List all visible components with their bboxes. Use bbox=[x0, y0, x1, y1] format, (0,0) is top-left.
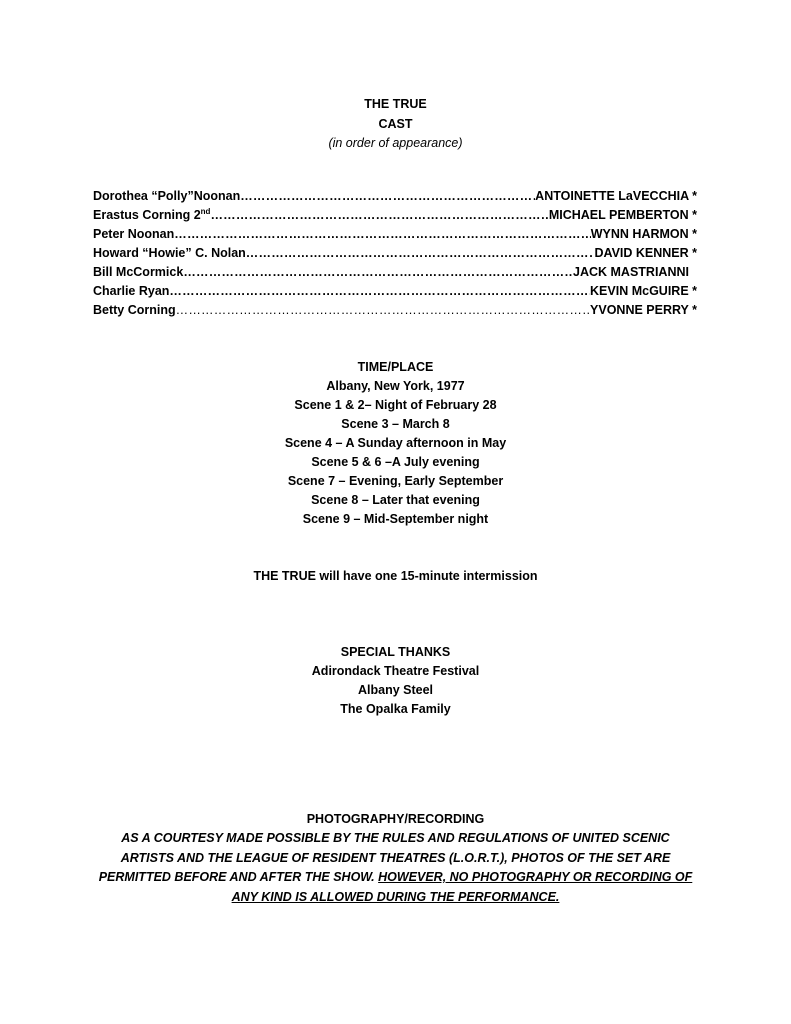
special-thanks-heading: SPECIAL THANKS bbox=[340, 645, 451, 659]
thanks-line: The Opalka Family bbox=[340, 702, 451, 716]
time-place-heading: TIME/PLACE bbox=[357, 360, 434, 374]
photography-section bbox=[0, 810, 791, 907]
cast-row bbox=[93, 187, 697, 206]
cast-actor: MICHAEL PEMBERTON * bbox=[548, 208, 697, 222]
time-place-line: Albany, New York, 1977 bbox=[326, 379, 465, 393]
cast-row bbox=[93, 301, 697, 320]
time-place-line: Scene 7 – Evening, Early September bbox=[287, 474, 504, 488]
cast-role: Peter Noonan bbox=[93, 227, 175, 241]
cast-role: Dorothea “Polly”Noonan bbox=[93, 189, 241, 203]
play-title: THE TRUE bbox=[364, 97, 427, 111]
cast-row bbox=[93, 206, 697, 225]
leader-dots bbox=[169, 282, 590, 301]
leader-dots bbox=[240, 187, 535, 206]
cast-subtitle: (in order of appearance) bbox=[328, 136, 463, 150]
cast-actor: WYNN HARMON * bbox=[590, 227, 697, 241]
intermission-note: THE TRUE will have one 15-minute intermission bbox=[253, 569, 538, 583]
cast-row bbox=[93, 263, 697, 282]
cast-actor: JACK MASTRIANNI bbox=[573, 265, 689, 279]
leader-dots bbox=[176, 301, 590, 320]
thanks-line: Adirondack Theatre Festival bbox=[311, 664, 480, 678]
cast-role: Howard “Howie” C. Nolan bbox=[93, 246, 246, 260]
time-place-line: Scene 8 – Later that evening bbox=[311, 493, 480, 507]
time-place-line: Scene 9 – Mid-September night bbox=[302, 512, 489, 526]
leader-dots bbox=[246, 244, 595, 263]
cast-role: Charlie Ryan bbox=[93, 284, 170, 298]
time-place-section bbox=[0, 358, 791, 529]
time-place-line: Scene 3 – March 8 bbox=[341, 417, 450, 431]
time-place-line: Scene 5 & 6 –A July evening bbox=[311, 455, 480, 469]
cast-role: Betty Corning bbox=[93, 303, 176, 317]
cast-row bbox=[93, 282, 697, 301]
leader-dots bbox=[174, 225, 590, 244]
photography-permission: AS A COURTESY MADE POSSIBLE BY THE RULES AND REGULATIONS OF UNITED SCENIC ARTISTS AND THE LEAGUE OF RESIDENT THEATRES (L.O.R.T.), PHOTOS OF THE SET ARE PERMITTED BEFORE AND AFTER THE SHOW. bbox=[98, 831, 671, 884]
photography-heading: PHOTOGRAPHY/RECORDING bbox=[306, 812, 485, 826]
special-thanks-section bbox=[0, 643, 791, 719]
cast-actor: ANTOINETTE LaVECCHIA * bbox=[535, 189, 697, 203]
leader-dots bbox=[183, 263, 573, 282]
cast-actor: DAVID KENNER * bbox=[594, 246, 697, 260]
cast-actor: YVONNE PERRY * bbox=[590, 303, 697, 317]
cast-heading: CAST bbox=[378, 116, 413, 131]
time-place-line: Scene 4 – A Sunday afternoon in May bbox=[284, 436, 507, 450]
cast-actor: KEVIN McGUIRE * bbox=[590, 284, 697, 298]
time-place-line: Scene 1 & 2– Night of February 28 bbox=[294, 398, 497, 412]
cast-row bbox=[93, 225, 697, 244]
photography-policy bbox=[96, 829, 696, 907]
cast-row bbox=[93, 244, 697, 263]
cast-list bbox=[93, 187, 697, 320]
leader-dots bbox=[210, 206, 548, 225]
photography-warning: HOWEVER, NO PHOTOGRAPHY OR RECORDING OF ANY KIND IS ALLOWED DURING THE PERFORMANCE. bbox=[231, 870, 693, 904]
cast-role: Erastus Corning 2nd bbox=[93, 206, 211, 222]
cast-role: Bill McCormick bbox=[93, 265, 184, 279]
thanks-line: Albany Steel bbox=[357, 683, 434, 697]
program-header bbox=[0, 95, 791, 154]
